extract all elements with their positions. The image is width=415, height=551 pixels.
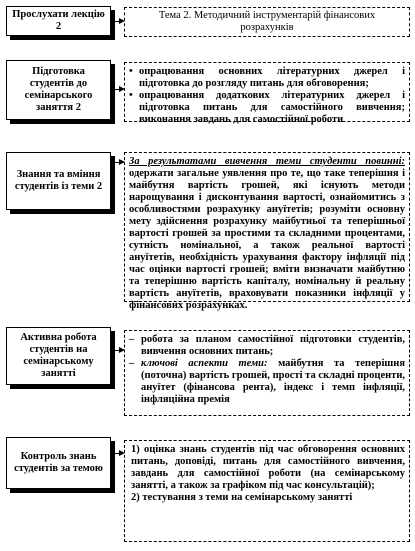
step-knowledge-skills-label: Знання та вміння студентів із теми 2: [14, 169, 103, 192]
learning-outcomes-text: [125, 153, 409, 315]
control-list: [125, 441, 409, 507]
preparation-details-box: [124, 62, 410, 125]
knowledge-details-box: [124, 152, 410, 311]
key-aspects-lead: ключові аспекти теми:: [141, 358, 268, 369]
step-attend-lecture: [6, 6, 111, 36]
preparation-item-main-sources: • опрацювання основних літературних джерел і підготовка до розгляду питань для обговорення;: [139, 66, 405, 90]
step-preparation: [6, 60, 111, 120]
step-knowledge-control: [6, 437, 111, 489]
key-aspects-body: майбутня та теперішня (поточна) вартість грошей, прості та складні проценти, ануїтет (фінансова рента), індекс і темп інфляції, інфляційна премія: [141, 358, 405, 405]
connector-arrow-3: [113, 162, 123, 163]
control-details-box: [124, 440, 410, 542]
active-work-list: [125, 331, 409, 409]
step-active-work: [6, 327, 111, 385]
learning-outcomes-body: одержати загальне уявлення про те, що таке теперішня і майбутня вартість грошей, які існують методи нарощування і дисконтування вартості, ознайомитись з особливостями розрахунку ануїтетів; розуміти основну мету здійснення розрахунку майбутньої та теперішньої вартості грошей за простими та складними процентами, сутність номінальної, а також реальної вартості ануїтетів, необхідність урахування фактору інфляції під час оцінки вартості грошей; вміти визначати майбутню та теперішню вартість капіталу, номінальну й реальну вартість ануїтетів, враховувати показники інфляції у фінансових розрахунках.: [129, 168, 405, 311]
learning-outcomes-lead: За результатами вивчення теми студенти повинні:: [129, 156, 405, 167]
step-active-work-label: Активна робота студентів на семінарському занятті: [20, 332, 97, 379]
connector-arrow-2: [113, 89, 123, 90]
connector-arrow-4: [113, 350, 123, 351]
active-work-item-key-aspects: [141, 358, 405, 406]
control-item-testing: 2) тестування з теми на семінарському занятті: [131, 492, 353, 503]
control-item-assessment: 1) оцінка знань студентів під час обговорення основних питань, доповіді, питань для самостійного вивчення, завдань для самостійної роботи (на семінарському занятті, а також за графіком під час консультацій);: [131, 444, 405, 491]
active-work-details-box: [124, 330, 410, 416]
topic-title-box: [124, 7, 410, 37]
preparation-list: [125, 63, 409, 129]
step-knowledge-control-label: Контроль знань студентів за темою: [14, 451, 103, 474]
step-attend-lecture-label: Прослухати лекцію 2: [12, 9, 105, 32]
step-knowledge-skills: [6, 152, 111, 210]
step-preparation-label: Підготовка студентів до семінарського заняття 2: [24, 66, 93, 113]
connector-arrow-5: [113, 453, 123, 454]
preparation-item-extra-sources: • опрацювання додаткових літературних джерел і підготовка питань для самостійного вивчення; виконання завдань для самостійної роботи: [139, 90, 405, 126]
connector-arrow-1: [113, 21, 123, 22]
topic-title: Тема 2. Методичний інструментарій фінансових розрахунків: [158, 10, 376, 33]
active-work-item-plan: – робота за планом самостійної підготовки студентів, вивчення основних питань;: [141, 334, 405, 358]
